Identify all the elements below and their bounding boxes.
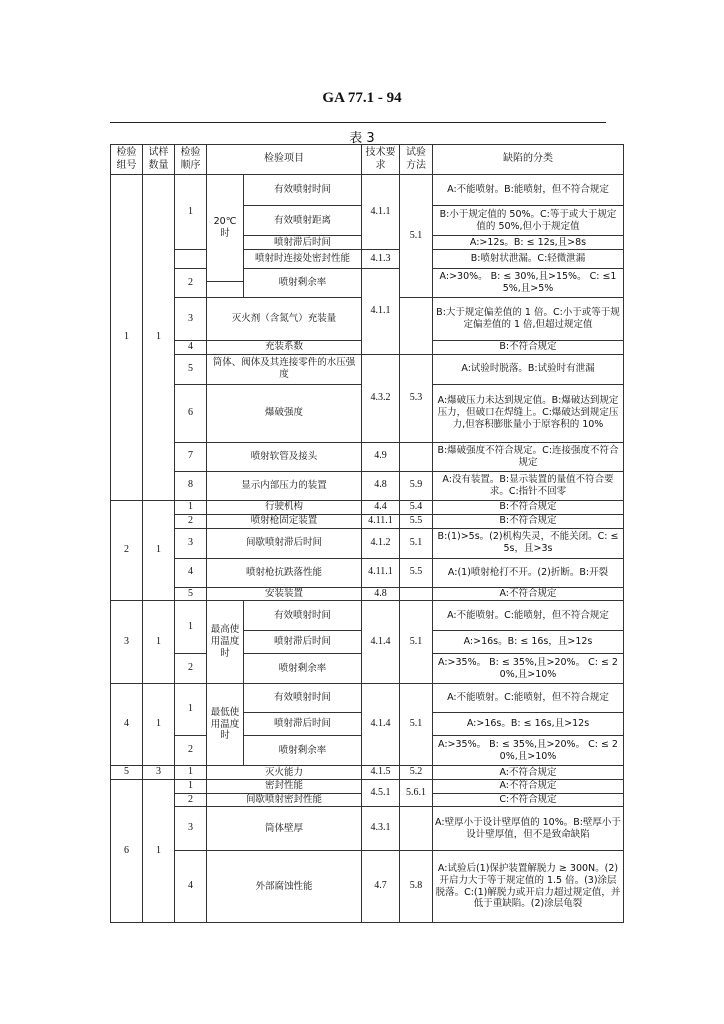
order-number: 2: [175, 736, 207, 766]
method-cell: 5.3: [400, 354, 433, 442]
group-number: 6: [111, 780, 143, 923]
tech-cell: 4.1.2: [362, 528, 400, 558]
defect-cell: A:不能喷射。B:能喷射，但不符合规定: [433, 175, 624, 206]
order-number: 1: [175, 780, 207, 794]
tech-cell: 4.7: [362, 851, 400, 923]
order-number: 5: [175, 354, 207, 384]
table-row: [111, 269, 624, 282]
table-row: [111, 442, 624, 471]
item-cell: 喷射剩余率: [244, 736, 362, 766]
defect-cell: A:不符合规定: [433, 780, 624, 794]
defect-cell: C:不符合规定: [433, 793, 624, 807]
defect-cell: A:>16s。B: ≤ 16s，且>12s: [433, 631, 624, 654]
order-number: 7: [175, 442, 207, 471]
sample-count: 3: [143, 766, 175, 780]
sample-count: 1: [143, 175, 175, 501]
document-code: GA 77.1 - 94: [322, 90, 402, 106]
table-row: [111, 250, 624, 269]
defect-cell: B:(1)>5s。(2)机构失灵，不能关闭。C: ≤ 5s，且>3s: [433, 528, 624, 558]
method-cell: 5.9: [400, 471, 433, 500]
defect-cell: B:喷射状泄漏。C:轻微泄漏: [433, 250, 624, 269]
item-cell: 爆破强度: [207, 384, 362, 442]
item-cell: 喷射剩余率: [244, 269, 362, 298]
method-cell: [400, 442, 433, 471]
tech-cell: 4.1.1: [362, 269, 400, 355]
col-group: 检验组号: [111, 145, 143, 175]
header-row: [111, 145, 624, 175]
col-tech: 技术要求: [362, 145, 400, 175]
method-cell: 5.5: [400, 514, 433, 528]
method-cell: [400, 587, 433, 601]
defect-cell: A:没有装置。B:显示装置的量值不符合要求。C:指针不回零: [433, 471, 624, 500]
order-number: 4: [175, 851, 207, 923]
order-number: 3: [175, 807, 207, 851]
order-number: 3: [175, 298, 207, 341]
tech-cell: 4.1.3: [362, 250, 400, 269]
item-cell: 外部腐蚀性能: [207, 851, 362, 923]
tech-cell: 4.8: [362, 587, 400, 601]
tech-cell: 4.1.4: [362, 684, 400, 766]
tech-cell: 4.11.1: [362, 558, 400, 587]
col-order: 检验顺序: [175, 145, 207, 175]
defect-cell: B:大于规定偏差值的 1 倍。C:小于或等于规定偏差值的 1 倍,但超过规定值: [433, 298, 624, 341]
order-number: [175, 250, 207, 269]
method-cell: [400, 807, 433, 851]
order-number: 4: [175, 341, 207, 355]
col-defect: 缺陷的分类: [433, 145, 624, 175]
defect-cell: A:爆破压力未达到规定值。B:爆破达到规定压力，但破口在焊缝上。C:爆破达到规定压力,但容积膨胀量小于原容积的 10%: [433, 384, 624, 442]
item-cell: 喷射剩余率: [244, 654, 362, 684]
defect-cell: A:(1)喷射枪打不开。(2)折断。B:开裂: [433, 558, 624, 587]
table-row: [111, 500, 624, 514]
table-row: [111, 528, 624, 558]
order-number: 4: [175, 558, 207, 587]
order-number: 5: [175, 587, 207, 601]
order-number: 3: [175, 528, 207, 558]
group-number: 5: [111, 766, 143, 780]
defect-cell: A:>30%。 B: ≤ 30%,且>15%。 C: ≤15%,且>5%: [433, 269, 624, 298]
sample-count: 1: [143, 780, 175, 923]
method-cell: 5.8: [400, 851, 433, 923]
col-item: 检验项目: [207, 145, 362, 175]
item-cell: 间歇喷射密封性能: [207, 793, 362, 807]
method-cell: 5.4: [400, 500, 433, 514]
defect-cell: A:>16s。B: ≤ 16s,且>12s: [433, 713, 624, 736]
tech-cell: 4.5.1: [362, 780, 400, 807]
item-cell: 有效喷射时间: [244, 175, 362, 206]
inspection-table: [110, 144, 624, 923]
table-row: [111, 684, 624, 713]
item-cell: 筒体壁厚: [207, 807, 362, 851]
table-row: [111, 780, 624, 794]
defect-cell: A:>35%。 B: ≤ 35%,且>20%。 C: ≤ 20%,且>10%: [433, 736, 624, 766]
method-cell: [400, 298, 433, 355]
item-cell: 喷射枪固定装置: [207, 514, 362, 528]
item-cell: 喷射滞后时间: [244, 631, 362, 654]
defect-cell: B:小于规定值的 50%。C:等于或大于规定值的 50%,但小于规定值: [433, 206, 624, 236]
defect-cell: A:不能喷射。C:能喷射，但不符合规定: [433, 601, 624, 631]
header-rule: [110, 122, 606, 123]
table-row: [111, 807, 624, 851]
defect-cell: B:不符合规定: [433, 500, 624, 514]
tech-cell: 4.4: [362, 500, 400, 514]
method-cell: 5.5: [400, 558, 433, 587]
item-cell: 筒体、阀体及其连接零件的水压强度: [207, 354, 362, 384]
method-cell: 5.6.1: [400, 780, 433, 807]
method-cell: 5.1: [400, 601, 433, 684]
item-cell: 充装系数: [207, 341, 362, 355]
table-row: [111, 471, 624, 500]
table-row: [111, 175, 624, 206]
table-row: [111, 514, 624, 528]
table-row: [111, 354, 624, 384]
defect-cell: A:不符合规定: [433, 766, 624, 780]
item-cell: 有效喷射时间: [244, 601, 362, 631]
sample-count: 1: [143, 601, 175, 684]
group-number: 2: [111, 500, 143, 601]
defect-cell: A:不能喷射。C:能喷射，但不符合规定: [433, 684, 624, 713]
col-method: 试验方法: [400, 145, 433, 175]
table-row: [111, 766, 624, 780]
method-cell: 5.1: [400, 175, 433, 298]
item-cell: 喷射滞后时间: [244, 236, 362, 250]
tech-cell: 4.1.4: [362, 601, 400, 684]
group-number: 3: [111, 601, 143, 684]
table-row: [111, 558, 624, 587]
item-cell: 间歇喷射滞后时间: [207, 528, 362, 558]
item-cell: 喷射软管及接头: [207, 442, 362, 471]
order-number: 1: [175, 684, 207, 736]
order-number: 1: [175, 601, 207, 654]
defect-cell: A:不符合规定: [433, 587, 624, 601]
item-cell: 有效喷射距离: [244, 206, 362, 236]
tech-cell: 4.1.1: [362, 175, 400, 250]
order-number: 2: [175, 793, 207, 807]
item-cell: 安装装置: [207, 587, 362, 601]
defect-cell: B:不符合规定: [433, 514, 624, 528]
method-cell: 5.1: [400, 528, 433, 558]
table-row: [111, 851, 624, 923]
defect-cell: B:爆破强度不符合规定。C:连接强度不符合规定: [433, 442, 624, 471]
tech-cell: 4.1.5: [362, 766, 400, 780]
table-row: [111, 587, 624, 601]
item-cell: 显示内部压力的装置: [207, 471, 362, 500]
defect-cell: A:试验后(1)保护装置解脱力 ≥ 300N。(2)开启力大于等于规定值的 1.5 倍。(3)涂层脱落。C:(1)解脱力或开启力超过规定值，并低于重缺陷。(2)涂层龟裂: [433, 851, 624, 923]
defect-cell: A:壁厚小于设计壁厚值的 10%。B:壁厚小于设计壁厚值，但不是致命缺陷: [433, 807, 624, 851]
tech-cell: 4.8: [362, 471, 400, 500]
defect-cell: A:试验时脱落。B:试验时有泄漏: [433, 354, 624, 384]
item-cell: 灭火剂（含氮气）充装量: [207, 298, 362, 341]
sample-count: 1: [143, 684, 175, 766]
tech-cell: 4.11.1: [362, 514, 400, 528]
item-cell: 喷射枪抗跌落性能: [207, 558, 362, 587]
tech-cell: 4.9: [362, 442, 400, 471]
condition-cell: 20℃时: [207, 175, 244, 282]
item-cell: 灭火能力: [207, 766, 362, 780]
order-number: 6: [175, 384, 207, 442]
order-number: 1: [175, 500, 207, 514]
method-cell: 5.2: [400, 766, 433, 780]
order-number: 2: [175, 654, 207, 684]
order-number: 8: [175, 471, 207, 500]
table-row: [111, 601, 624, 631]
order-number: 2: [175, 514, 207, 528]
tech-cell: 4.3.1: [362, 807, 400, 851]
group-number: 1: [111, 175, 143, 501]
defect-cell: A:>35%。 B: ≤ 35%,且>20%。 C: ≤ 20%,且>10%: [433, 654, 624, 684]
item-cell: 有效喷射时间: [244, 684, 362, 713]
condition-cell: 最低使用温度时: [207, 684, 244, 766]
col-samples: 试样数量: [143, 145, 175, 175]
item-cell: 密封性能: [207, 780, 362, 794]
group-number: 4: [111, 684, 143, 766]
method-cell: 5.1: [400, 684, 433, 766]
defect-cell: B:不符合规定: [433, 341, 624, 355]
condition-cell: 最高使用温度时: [207, 601, 244, 684]
item-cell: 行驶机构: [207, 500, 362, 514]
condition-spacer: [207, 282, 244, 298]
table-caption: 表 3: [349, 131, 375, 146]
defect-cell: A:>12s。B: ≤ 12s,且>8s: [433, 236, 624, 250]
item-cell: 喷射时连接处密封性能: [244, 250, 362, 269]
order-number: 1: [175, 175, 207, 250]
item-cell: 喷射滞后时间: [244, 713, 362, 736]
sample-count: 1: [143, 500, 175, 601]
order-number: 1: [175, 766, 207, 780]
order-number: 2: [175, 269, 207, 298]
tech-cell: 4.3.2: [362, 354, 400, 442]
